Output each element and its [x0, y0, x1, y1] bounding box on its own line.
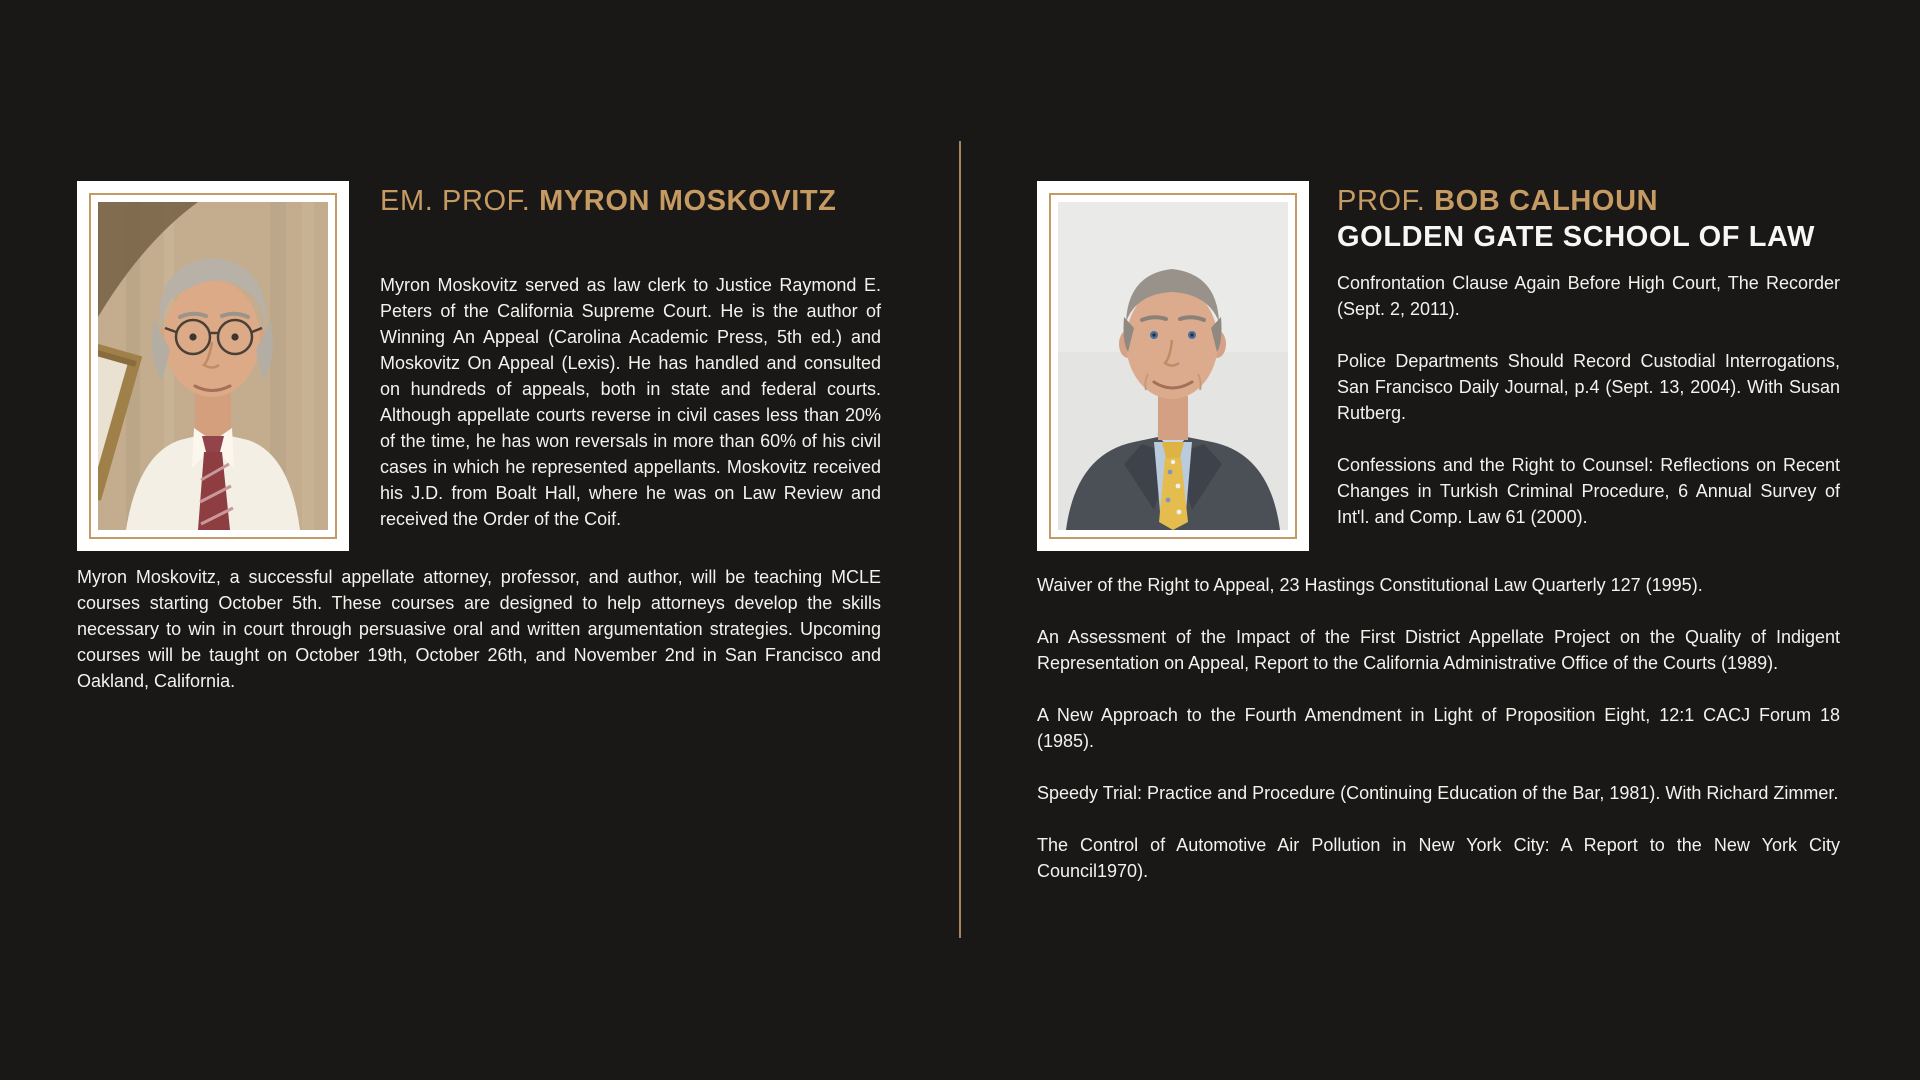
- calhoun-title-line1: [1337, 183, 1815, 219]
- moskovitz-portrait-photo: [98, 202, 328, 530]
- publication-item: Police Departments Should Record Custodial Interrogations, San Francisco Daily Journal, p.4 (Sept. 13, 2004). With Susan Rutberg.: [1337, 351, 1840, 423]
- moskovitz-summary: [77, 564, 881, 694]
- moskovitz-summary-paragraph: Myron Moskovitz, a successful appellate attorney, professor, and author, will be teaching MCLE courses starting October 5th. These courses are designed to help attorneys develop the skills necessary to win in court through persuasive oral and written argumentation strategies. Upcoming courses will be taught on October 19th, October 26th, and November 2nd in San Francisco and Oakland, California.: [77, 567, 881, 691]
- moskovitz-title-prefix: EM. PROF.: [380, 185, 531, 217]
- calhoun-title-prefix: PROF.: [1337, 185, 1426, 217]
- publication-item: Waiver of the Right to Appeal, 23 Hastings Constitutional Law Quarterly 127 (1995).: [1037, 575, 1703, 595]
- calhoun-publications-beside-photo: [1337, 270, 1840, 530]
- moskovitz-bio-paragraph: Myron Moskovitz served as law clerk to Justice Raymond E. Peters of the California Supreme Court. He is the author of Winning An Appeal (Carolina Academic Press, 5th ed.) and Moskovitz On Appeal (Lexis). He has handled and consulted on hundreds of appeals, both in state and federal courts. Although appellate courts reverse in civil cases less than 20% of the time, he has won reversals in more than 60% of his civil cases in which he represented appellants. Moskovitz received his J.D. from Boalt Hall, where he was on Law Review and received the Order of the Coif.: [380, 275, 881, 529]
- moskovitz-photo-mat: [89, 193, 337, 539]
- calhoun-portrait-photo: [1058, 202, 1288, 530]
- calhoun-title: [1337, 183, 1815, 255]
- publication-item: Speedy Trial: Practice and Procedure (Continuing Education of the Bar, 1981). With Richard Zimmer.: [1037, 783, 1839, 803]
- calhoun-photo-mat: [1049, 193, 1297, 539]
- publication-item: A New Approach to the Fourth Amendment in Light of Proposition Eight, 12:1 CACJ Forum 18 (1985).: [1037, 705, 1840, 751]
- calhoun-publications-full-width: [1037, 572, 1840, 884]
- vertical-divider: [959, 141, 961, 938]
- publication-item: Confrontation Clause Again Before High Court, The Recorder (Sept. 2, 2011).: [1337, 273, 1840, 319]
- calhoun-photo-frame: [1037, 181, 1309, 551]
- calhoun-title-name: BOB CALHOUN: [1434, 185, 1659, 217]
- moskovitz-title: [380, 183, 836, 219]
- moskovitz-bio: [380, 272, 881, 532]
- calhoun-title-subtitle: GOLDEN GATE SCHOOL OF LAW: [1337, 221, 1815, 253]
- publication-item: An Assessment of the Impact of the First District Appellate Project on the Quality of Indigent Representation on Appeal, Report to the California Administrative Office of the Courts (1989).: [1037, 627, 1840, 673]
- publication-item: The Control of Automotive Air Pollution in New York City: A Report to the New York City Council1970).: [1037, 835, 1840, 881]
- publication-item: Confessions and the Right to Counsel: Reflections on Recent Changes in Turkish Criminal Procedure, 6 Annual Survey of Int'l. and Comp. Law 61 (2000).: [1337, 455, 1840, 527]
- moskovitz-photo-frame: [77, 181, 349, 551]
- moskovitz-title-name: MYRON MOSKOVITZ: [539, 185, 837, 217]
